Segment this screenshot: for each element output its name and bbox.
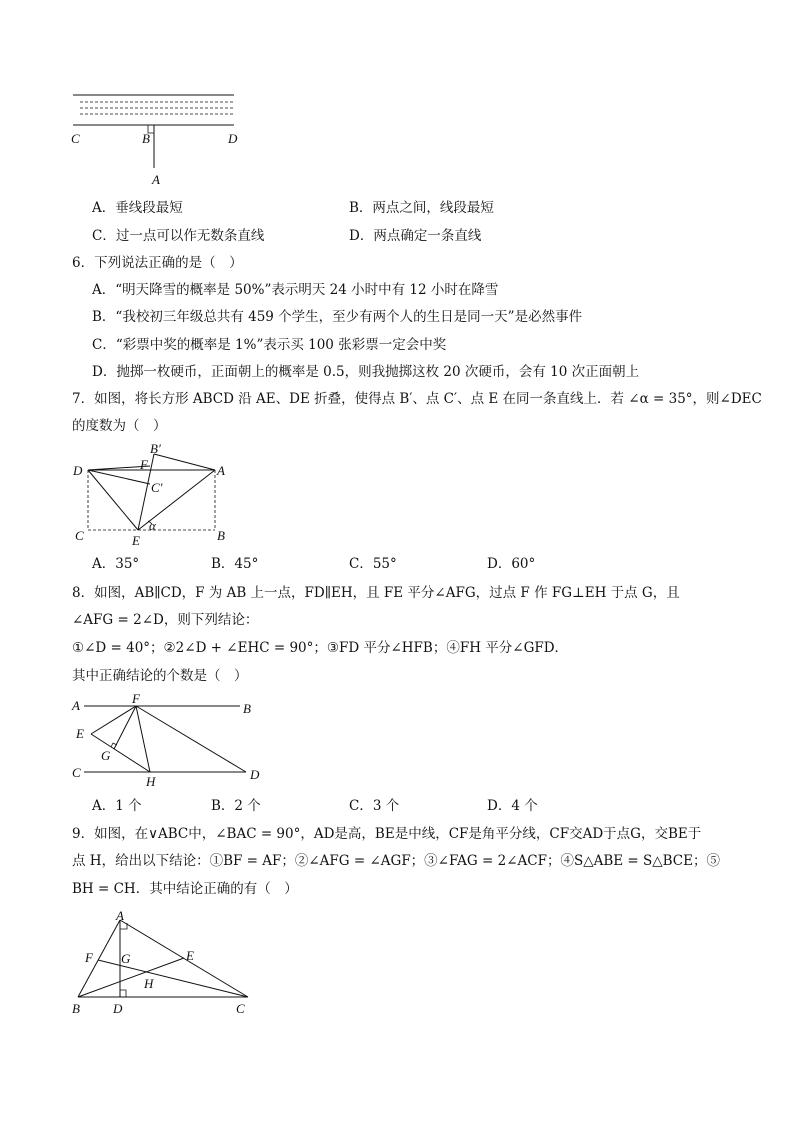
q5-option-b: B．两点之间，线段最短 — [349, 200, 494, 216]
q9-label-c: C — [236, 1001, 245, 1016]
q8-stem-line3: ①∠D = 40°；②2∠D + ∠EHC = 90°；③FD 平分∠HFB；④FH 平分∠GFD． — [72, 640, 569, 656]
q9-figure — [65, 905, 265, 1020]
q9-label-a: A — [116, 908, 124, 923]
q7-stem-line1: 7．如图，将长方形 ABCD 沿 AE、DE 折叠，使得点 B′、点 C′、点 E 在同一条直线上．若 ∠α = 35°，则∠DEC — [72, 391, 762, 407]
q7-figure — [70, 442, 240, 550]
q9-label-d: D — [113, 1001, 123, 1016]
q8-label-a: A — [72, 698, 80, 713]
q7-label-d: D — [73, 463, 83, 478]
q5-label-a: A — [152, 172, 160, 187]
q7-option-b: B．45° — [211, 556, 259, 572]
q7-option-a: A．35° — [92, 556, 140, 572]
q7-label-f: F — [140, 457, 148, 472]
q9-label-e: E — [186, 948, 194, 963]
q7-label-b-prime: B′ — [150, 441, 161, 456]
q8-stem-line2: ∠AFG = 2∠D，则下列结论： — [72, 612, 259, 628]
q8-option-c: C．3 个 — [349, 798, 400, 814]
q5-label-d: D — [228, 131, 238, 146]
q8-label-c: C — [72, 765, 81, 780]
q8-label-b: B — [243, 701, 251, 716]
q9-stem-line3: BH = CH．其中结论正确的有（ ） — [72, 881, 298, 897]
q5-option-a: A．垂线段最短 — [92, 200, 183, 216]
q8-label-g: G — [101, 748, 111, 763]
q8-label-f: F — [132, 691, 140, 706]
q7-option-c: C．55° — [349, 556, 397, 572]
q9-stem-line1: 9．如图，在∨ABC中，∠BAC = 90°，AD是高，BE是中线，CF是角平分线，CF交AD于点G，交BE于 — [72, 826, 702, 842]
q9-label-h: H — [144, 976, 154, 991]
q6-option-b: B．“我校初三年级总共有 459 个学生，至少有两个人的生日是同一天”是必然事件 — [92, 309, 583, 325]
q6-option-a: A．“明天降雪的概率是 50%”表示明天 24 小时中有 12 小时在降雪 — [92, 282, 499, 298]
q6-option-d: D．抛掷一枚硬币，正面朝上的概率是 0.5，则我抛掷这枚 20 次硬币，会有 10 次正面朝上 — [92, 364, 640, 380]
q8-label-h: H — [146, 774, 156, 789]
q8-option-b: B．2 个 — [211, 798, 261, 814]
q5-label-c: C — [71, 131, 80, 146]
q7-stem-line2: 的度数为（ ） — [72, 418, 167, 434]
q5-label-b: B — [142, 131, 150, 146]
q8-label-e: E — [76, 726, 84, 741]
q7-label-alpha: α — [149, 518, 156, 533]
q7-label-a: A — [217, 463, 225, 478]
q9-label-b: B — [72, 1001, 80, 1016]
q6-option-c: C．“彩票中奖的概率是 1%”表示买 100 张彩票一定会中奖 — [92, 337, 447, 353]
q6-stem: 6．下列说法正确的是（ ） — [72, 255, 243, 271]
q7-label-c: C — [75, 528, 84, 543]
q9-stem-line2: 点 H，给出以下结论：①BF = AF；②∠AFG = ∠AGF；③∠FAG = 2∠ACF；④S△ABE = S△BCE；⑤ — [72, 853, 720, 869]
q8-stem-line1: 8．如图，AB∥CD，F 为 AB 上一点，FD∥EH，且 FE 平分∠AFG，过点 F 作 FG⊥EH 于点 G，且 — [72, 585, 680, 601]
q9-label-g: G — [121, 951, 131, 966]
q8-figure — [70, 690, 270, 790]
q8-option-a: A．1 个 — [92, 798, 142, 814]
q5-figure — [60, 88, 260, 188]
q5-option-d: D．两点确定一条直线 — [349, 228, 482, 244]
q7-label-b: B — [217, 528, 225, 543]
q7-label-c-prime: C′ — [151, 480, 163, 495]
q8-label-d: D — [250, 767, 260, 782]
q7-option-d: D．60° — [487, 556, 536, 572]
q9-label-f: F — [85, 950, 93, 965]
q8-stem-line4: 其中正确结论的个数是（ ） — [72, 668, 248, 684]
q8-option-d: D．4 个 — [487, 798, 538, 814]
q7-label-e: E — [132, 533, 140, 548]
q5-option-c: C．过一点可以作无数条直线 — [92, 228, 265, 244]
